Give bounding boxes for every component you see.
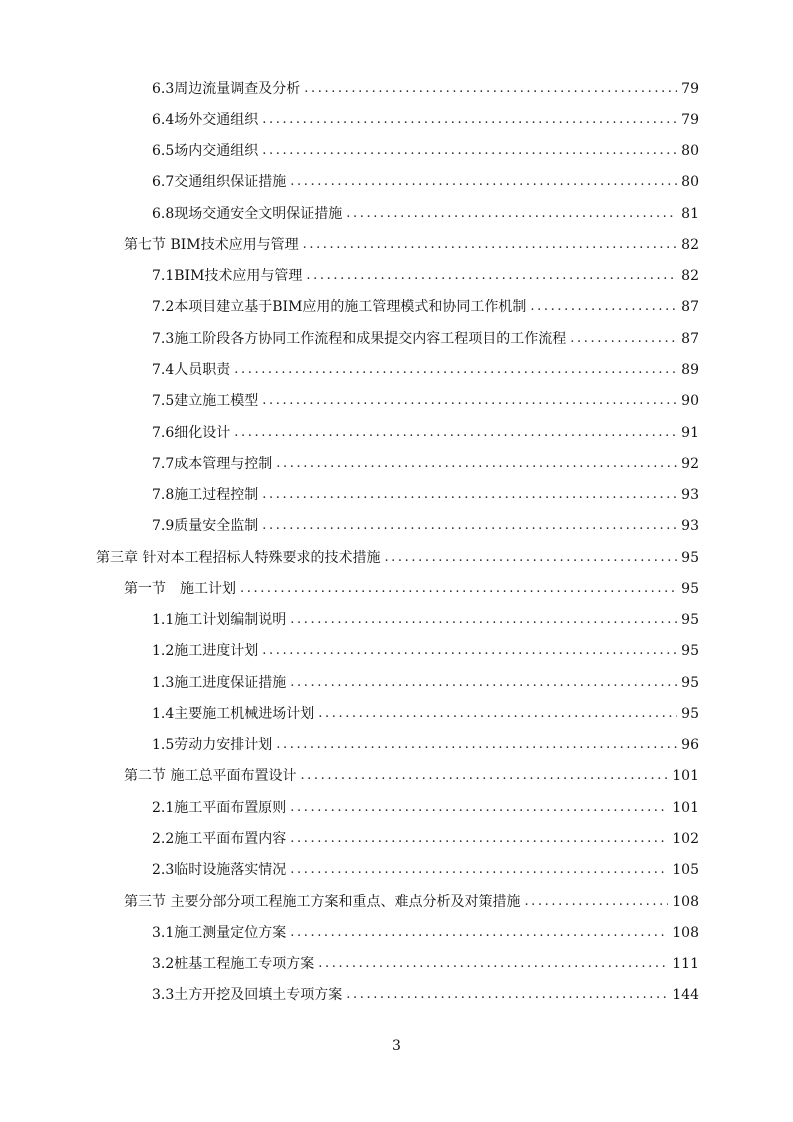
toc-leader-dots (303, 236, 678, 254)
toc-leader-dots (234, 361, 677, 379)
toc-entry[interactable] (0, 573, 793, 604)
toc-entry-title: 第三章 针对本工程招标人特殊要求的技术措施 (96, 549, 381, 566)
toc-entry[interactable] (0, 229, 793, 260)
toc-leader-dots (346, 986, 668, 1004)
toc-leader-dots (290, 830, 668, 848)
toc-entry-title: 6.8现场交通安全文明保证措施 (152, 205, 343, 222)
toc-leader-dots (262, 392, 677, 410)
toc-entry[interactable] (0, 980, 793, 1011)
toc-entry-page: 95 (681, 580, 699, 597)
toc-entry-page: 93 (681, 487, 699, 504)
toc-entry-page: 87 (681, 330, 699, 347)
toc-entry-page: 95 (681, 549, 699, 566)
toc-leader-dots (240, 580, 677, 598)
toc-entry[interactable] (0, 792, 793, 823)
toc-entry-title: 1.2施工进度计划 (152, 643, 259, 660)
toc-entry-title: 第二节 施工总平面布置设计 (124, 768, 297, 785)
toc-entry[interactable] (0, 605, 793, 636)
toc-entry[interactable] (0, 448, 793, 479)
toc-leader-dots (234, 424, 677, 442)
toc-entry[interactable] (0, 542, 793, 573)
toc-entry-title: 6.3周边流量调查及分析 (152, 80, 301, 97)
toc-entry-page: 101 (672, 799, 699, 816)
toc-entry-page: 111 (672, 956, 699, 973)
toc-entry-page: 80 (681, 174, 699, 191)
toc-leader-dots (306, 267, 677, 285)
toc-entry-page: 87 (681, 299, 699, 316)
toc-entry-page: 89 (681, 362, 699, 379)
toc-leader-dots (384, 549, 677, 567)
toc-entry-title: 第一节 施工计划 (124, 580, 236, 597)
toc-leader-dots (276, 455, 677, 473)
toc-leader-dots (262, 142, 677, 160)
toc-entry-title: 3.3土方开挖及回填土专项方案 (152, 987, 343, 1004)
toc-leader-dots (304, 80, 677, 98)
toc-entry[interactable] (0, 136, 793, 167)
toc-entry[interactable] (0, 261, 793, 292)
toc-entry-title: 1.5劳动力安排计划 (152, 737, 273, 754)
toc-entry-page: 95 (681, 705, 699, 722)
toc-entry-page: 93 (681, 518, 699, 535)
toc-entry[interactable] (0, 823, 793, 854)
toc-entry[interactable] (0, 73, 793, 104)
toc-entry-title: 1.4主要施工机械进场计划 (152, 705, 315, 722)
toc-entry-title: 7.9质量安全监制 (152, 518, 259, 535)
toc-entry-title: 2.2施工平面布置内容 (152, 831, 287, 847)
toc-entry-page: 96 (681, 737, 699, 754)
toc-entry-title: 6.4场外交通组织 (152, 111, 259, 128)
toc-entry-title: 1.3施工进度保证措施 (152, 674, 287, 691)
toc-entry-page: 144 (672, 987, 699, 1004)
toc-entry[interactable] (0, 198, 793, 229)
toc-entry[interactable] (0, 354, 793, 385)
toc-entry-title: 7.8施工过程控制 (152, 487, 259, 504)
toc-leader-dots (318, 955, 668, 973)
toc-entry-title: 2.3临时设施落实情况 (152, 862, 287, 879)
toc-entry-page: 101 (672, 768, 699, 785)
toc-leader-dots (318, 705, 677, 723)
toc-entry[interactable] (0, 167, 793, 198)
toc-entry-page: 82 (681, 268, 699, 285)
toc-entry[interactable] (0, 761, 793, 792)
toc-entry-page: 82 (681, 236, 699, 253)
toc-entry-title: 7.5建立施工模型 (152, 393, 259, 410)
toc-entry-title: 7.6细化设计 (152, 424, 231, 441)
toc-entry-title: 6.5场内交通组织 (152, 143, 259, 160)
toc-entry-title: 7.2本项目建立基于BIM应用的施工管理模式和协同工作机制 (152, 299, 527, 316)
toc-entry[interactable] (0, 698, 793, 729)
toc-entry-page: 95 (681, 643, 699, 660)
toc-entry[interactable] (0, 636, 793, 667)
page-number: 3 (392, 1038, 401, 1054)
toc-entry-page: 95 (681, 612, 699, 629)
toc-leader-dots (262, 642, 677, 660)
toc-entry-title: 7.1BIM技术应用与管理 (152, 268, 303, 285)
toc-entry-title: 2.1施工平面布置原则 (152, 799, 287, 816)
toc-entry-title: 7.4人员职责 (152, 362, 231, 379)
toc-entry-page: 108 (672, 924, 699, 941)
toc-entry-page: 102 (672, 831, 699, 847)
toc-entry[interactable] (0, 917, 793, 948)
toc-leader-dots (290, 674, 677, 692)
toc-entry-page: 92 (681, 455, 699, 472)
toc-entry[interactable] (0, 667, 793, 698)
toc-leader-dots (570, 330, 677, 348)
toc-entry-title: 6.7交通组织保证措施 (152, 174, 287, 191)
toc-entry[interactable] (0, 386, 793, 417)
toc-entry-title: 3.1施工测量定位方案 (152, 924, 287, 941)
toc-leader-dots (346, 205, 677, 223)
toc-entry-title: 7.3施工阶段各方协同工作流程和成果提交内容工程项目的工作流程 (152, 330, 567, 347)
toc-leader-dots (290, 924, 668, 942)
toc-entry-page: 79 (681, 111, 699, 128)
toc-leader-dots (262, 486, 677, 504)
toc-entry[interactable] (0, 479, 793, 510)
toc-entry-title: 1.1施工计划编制说明 (152, 612, 287, 629)
toc-leader-dots (262, 111, 677, 129)
toc-leader-dots (290, 861, 668, 879)
toc-entry-page: 81 (681, 205, 699, 222)
toc-entry[interactable] (0, 511, 793, 542)
toc-entry[interactable] (0, 855, 793, 886)
table-of-contents (0, 73, 793, 1011)
toc-entry[interactable] (0, 886, 793, 917)
toc-leader-dots (290, 799, 668, 817)
toc-entry-page: 80 (681, 143, 699, 160)
toc-leader-dots (262, 517, 677, 535)
toc-entry-page: 79 (681, 80, 699, 97)
toc-entry-page: 91 (681, 424, 699, 441)
toc-leader-dots (276, 736, 677, 754)
toc-entry-page: 105 (672, 862, 699, 879)
toc-entry-title: 第七节 BIM技术应用与管理 (124, 236, 299, 253)
toc-entry[interactable] (0, 417, 793, 448)
toc-leader-dots (290, 611, 677, 629)
toc-leader-dots (290, 173, 677, 191)
toc-entry-page: 90 (681, 393, 699, 410)
toc-entry-title: 3.2桩基工程施工专项方案 (152, 956, 315, 973)
toc-entry[interactable] (0, 730, 793, 761)
toc-entry[interactable] (0, 292, 793, 323)
toc-entry-title: 第三节 主要分部分项工程施工方案和重点、难点分析及对策措施 (124, 893, 521, 910)
toc-entry-page: 108 (672, 893, 699, 910)
toc-entry[interactable] (0, 948, 793, 979)
toc-leader-dots (524, 893, 668, 911)
toc-entry-title: 7.7成本管理与控制 (152, 455, 273, 472)
toc-entry[interactable] (0, 104, 793, 135)
toc-entry[interactable] (0, 323, 793, 354)
toc-entry-page: 95 (681, 674, 699, 691)
toc-leader-dots (300, 767, 668, 785)
toc-leader-dots (530, 298, 677, 316)
